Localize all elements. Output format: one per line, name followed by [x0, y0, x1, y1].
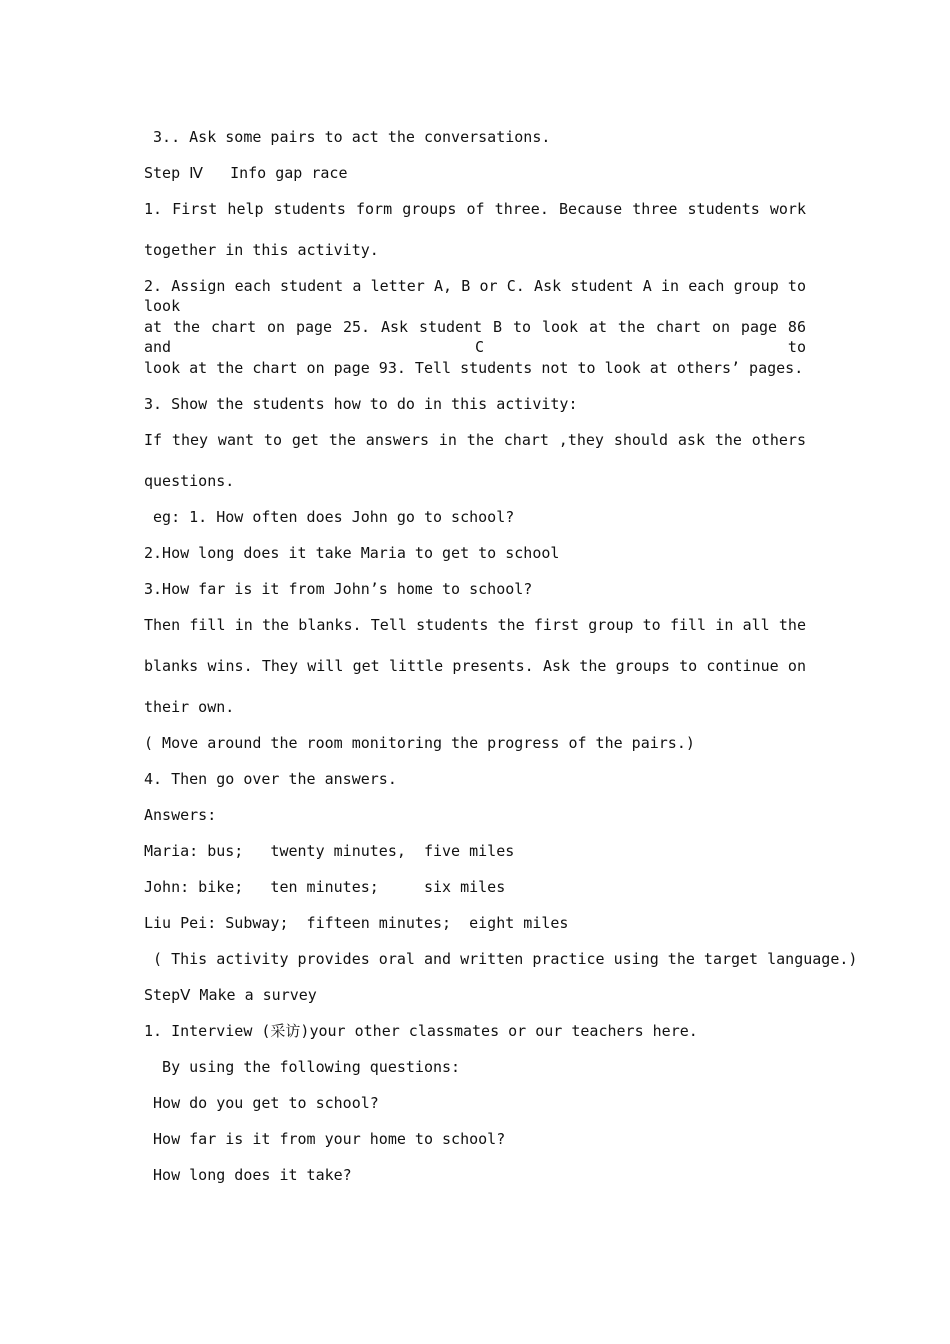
step-heading: StepⅤ Make a survey	[144, 986, 317, 1004]
answers-heading: Answers:	[144, 806, 217, 824]
answer-row: Maria: bus; twenty minutes, five miles	[144, 842, 515, 860]
paragraph-line: at the chart on page 25. Ask student B to look at the chart on page 86 and C to	[144, 318, 806, 356]
note-line: ( This activity provides oral and written practice using the target language.)	[144, 950, 858, 968]
note-line: ( Move around the room monitoring the progress of the pairs.)	[144, 734, 695, 752]
survey-question: How long does it take?	[144, 1166, 352, 1184]
answer-row: John: bike; ten minutes; six miles	[144, 878, 506, 896]
instruction-line: 3.. Ask some pairs to act the conversations.	[144, 128, 551, 146]
paragraph-line: together in this activity.	[144, 241, 379, 259]
paragraph-line: 1. First help students form groups of three. Because three students work	[144, 200, 806, 218]
example-question: 3.How far is it from John’s home to school?	[144, 580, 533, 598]
answer-row: Liu Pei: Subway; fifteen minutes; eight miles	[144, 914, 569, 932]
paragraph-line: 2. Assign each student a letter A, B or C. Ask student A in each group to look	[144, 277, 806, 315]
example-question: 2.How long does it take Maria to get to school	[144, 544, 560, 562]
paragraph-line: questions.	[144, 472, 235, 490]
paragraph-line: look at the chart on page 93. Tell students not to look at others’ pages.	[144, 359, 804, 377]
paragraph-line: If they want to get the answers in the chart ,they should ask the others	[144, 431, 806, 449]
paragraph-line: blanks wins. They will get little presents. Ask the groups to continue on	[144, 657, 806, 675]
survey-question: How far is it from your home to school?	[144, 1130, 506, 1148]
step-heading: Step Ⅳ Info gap race	[144, 164, 348, 182]
paragraph-line: Then fill in the blanks. Tell students the first group to fill in all the	[144, 616, 806, 634]
paragraph-line: 3. Show the students how to do in this activity:	[144, 395, 578, 413]
paragraph-line: By using the following questions:	[144, 1058, 461, 1076]
paragraph-line: 4. Then go over the answers.	[144, 770, 397, 788]
example-question: eg: 1. How often does John go to school?	[144, 508, 515, 526]
paragraph-line: 1. Interview (采访)your other classmates or our teachers here.	[144, 1022, 698, 1040]
paragraph-line: their own.	[144, 698, 235, 716]
survey-question: How do you get to school?	[144, 1094, 379, 1112]
